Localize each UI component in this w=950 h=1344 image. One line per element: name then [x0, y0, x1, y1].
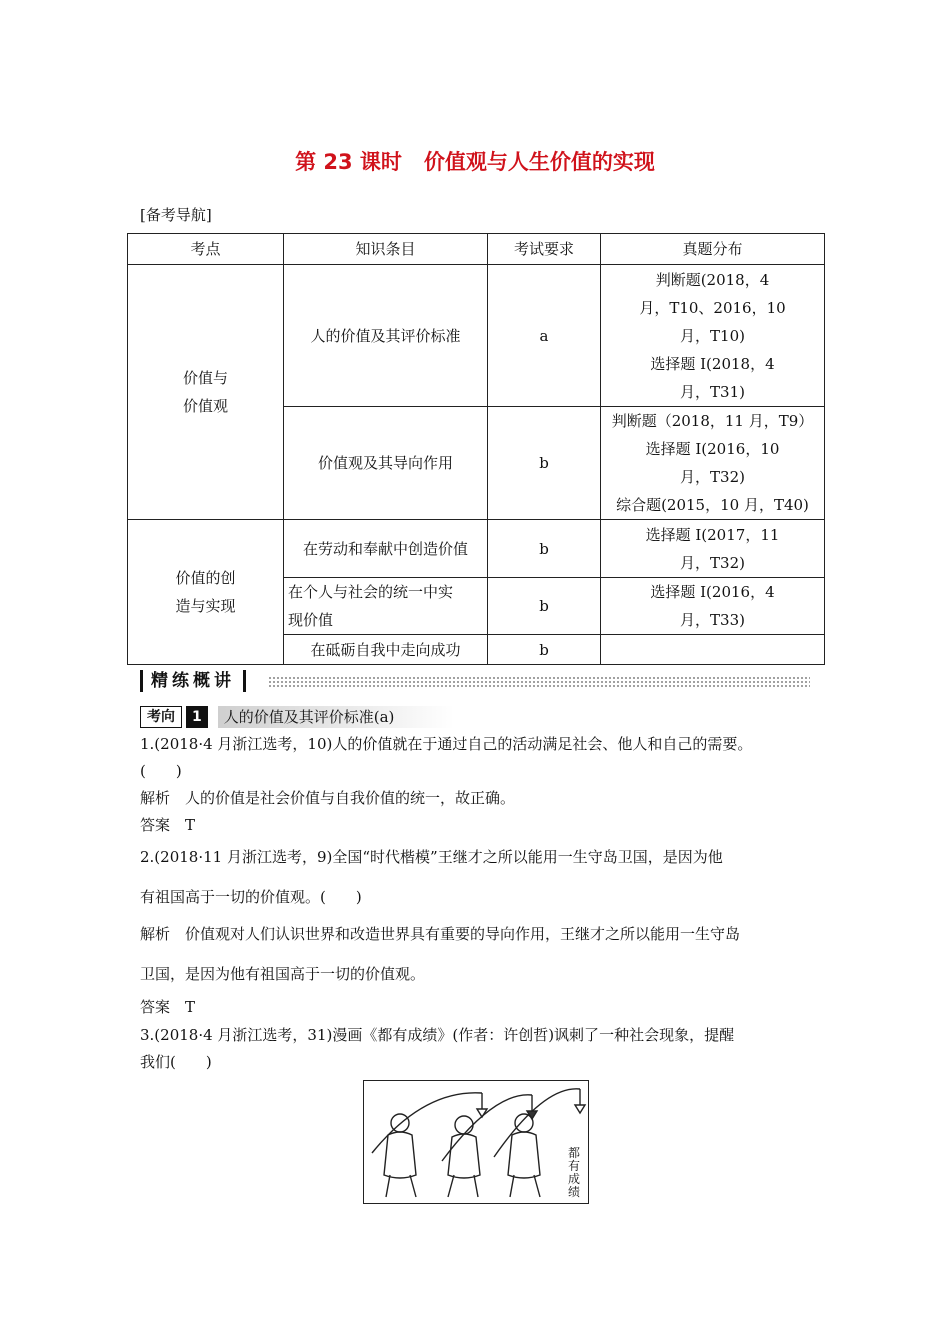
- lesson-number: 第 23 课时: [295, 150, 402, 174]
- distribution-cell: 判断题（2018，11 月，T9） 选择题 Ⅰ(2016，10 月，T32) 综合题(2015，10 月，T40): [601, 407, 825, 520]
- distribution-cell: 判断题(2018，4 月，T10、2016，10 月，T10) 选择题 Ⅰ(2018，4 月，T31): [601, 265, 825, 407]
- header-distribution: 真题分布: [601, 234, 825, 265]
- point-cell: 价值与 价值观: [128, 265, 284, 520]
- item-cell: 在个人与社会的统一中实 现价值: [284, 578, 488, 635]
- item-cell: 在砥砺自我中走向成功: [284, 635, 488, 665]
- item-cell: 人的价值及其评价标准: [284, 265, 488, 407]
- text-line: 我们( ): [140, 1053, 212, 1071]
- lesson-topic: 价值观与人生价值的实现: [423, 150, 655, 174]
- kaoxiang-topic: 人的价值及其评价标准(a): [218, 706, 455, 728]
- text-line: 解析 人的价值是社会价值与自我价值的统一，故正确。: [140, 789, 516, 807]
- requirement-cell: b: [488, 407, 601, 520]
- fishing-rod: [372, 1093, 482, 1153]
- item-cell: 在劳动和奉献中创造价值: [284, 520, 488, 578]
- text-line: 答案 T: [140, 998, 196, 1016]
- header-point: 考点: [128, 234, 284, 265]
- distribution-cell: [601, 635, 825, 665]
- text-line: 卫国，是因为他有祖国高于一切的价值观。: [140, 965, 426, 983]
- kaoxiang-banner: [140, 706, 454, 728]
- header-item: 知识条目: [284, 234, 488, 265]
- exam-guide-table: [127, 233, 825, 665]
- table-header-row: [128, 234, 825, 265]
- requirement-cell: b: [488, 520, 601, 578]
- requirement-cell: b: [488, 635, 601, 665]
- kaoxiang-number: 1: [186, 706, 208, 728]
- distribution-cell: 选择题 Ⅰ(2017，11 月，T32): [601, 520, 825, 578]
- distribution-cell: 选择题 Ⅰ(2016，4 月，T33): [601, 578, 825, 635]
- header-requirement: 考试要求: [488, 234, 601, 265]
- text-line: 3.(2018·4 月浙江选考，31)漫画《都有成绩》(作者：许创哲)讽刺了一种社会现象，提醒: [140, 1026, 735, 1044]
- section-divider: [268, 676, 810, 688]
- point-cell: 价值的创 造与实现: [128, 520, 284, 665]
- guide-label: [备考导航]: [140, 206, 212, 224]
- item-cell: 价值观及其导向作用: [284, 407, 488, 520]
- text-line: ( ): [140, 762, 182, 780]
- table-row: [128, 520, 825, 578]
- text-line: 1.(2018·4 月浙江选考，10)人的价值就在于通过自己的活动满足社会、他人和自己的需要。: [140, 735, 753, 753]
- cartoon-caption: 都有成绩: [567, 1146, 580, 1199]
- text-line: 2.(2018·11 月浙江选考，9)全国“时代楷模”王继才之所以能用一生守岛卫国，是因为他: [140, 848, 723, 866]
- page-title: [0, 146, 950, 176]
- cartoon-drawing: [364, 1081, 588, 1203]
- table-row: [128, 265, 825, 407]
- cartoon-image: [363, 1080, 589, 1204]
- text-line: 答案 T: [140, 816, 196, 834]
- kaoxiang-tag: 考向: [140, 706, 182, 728]
- section-header: 精练概讲: [140, 670, 246, 692]
- text-line: 解析 价值观对人们认识世界和改造世界具有重要的导向作用，王继才之所以能用一生守岛: [140, 925, 741, 943]
- text-line: 有祖国高于一切的价值观。( ): [140, 888, 362, 906]
- requirement-cell: a: [488, 265, 601, 407]
- requirement-cell: b: [488, 578, 601, 635]
